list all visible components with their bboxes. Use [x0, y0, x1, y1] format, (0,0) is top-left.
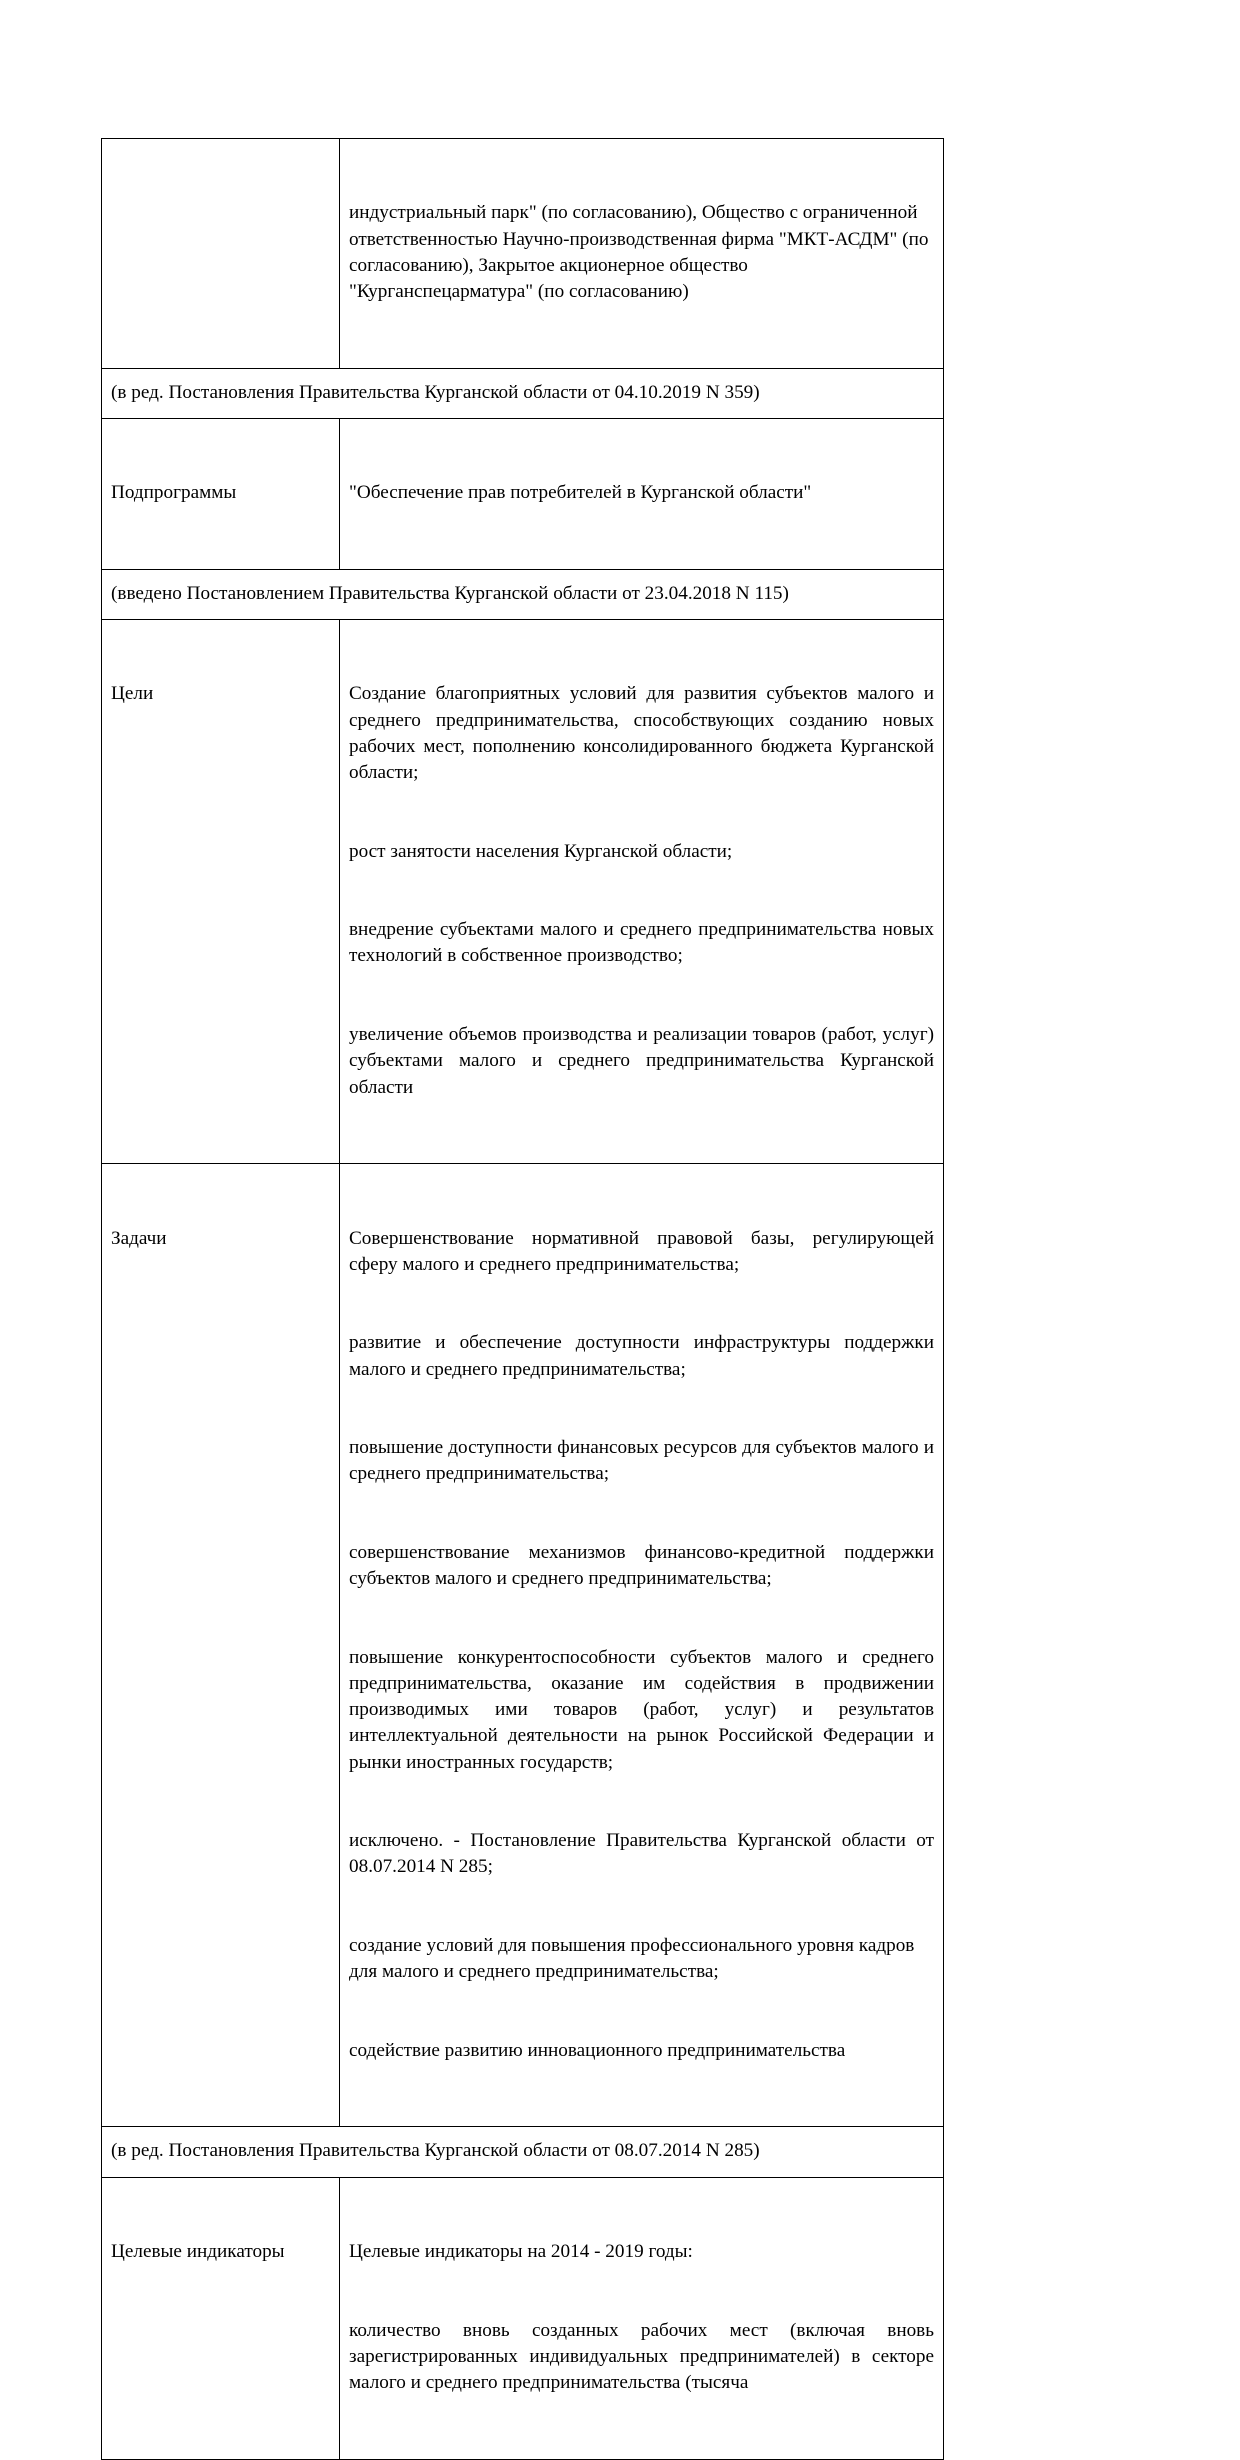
paragraph: увеличение объемов производства и реализации товаров (работ, услуг) субъектами малого и среднего предпринимательства Курганской области	[349, 1024, 939, 1098]
paragraph: количество вновь созданных рабочих мест (включая вновь зарегистрированных индивидуальных предпринимателей) в секторе малого и среднего предпринимательства (тысяча	[349, 2319, 939, 2394]
paragraph: индустриальный парк" (по согласованию), Общество с ограниченной ответственностью Научно-производственная фирма "МКТ-АСДМ" (по согласованию), Закрытое акционерное общество "Курганспецарматура" (по согласованию)	[349, 202, 934, 303]
row-label-text: Задачи	[111, 1227, 167, 1249]
row-label-text: Цели	[111, 683, 154, 705]
table-row	[102, 418, 944, 569]
row-label-cell	[102, 2177, 340, 2459]
table-row	[102, 2177, 944, 2459]
paragraph: исключено. - Постановление Правительства Курганской области от 08.07.2014 N 285;	[349, 1830, 939, 1878]
paragraph: совершенствование механизмов финансово-кредитной поддержки субъектов малого и среднего предпринимательства;	[349, 1541, 939, 1590]
table-body	[102, 139, 944, 2460]
row-value-cell	[340, 418, 944, 569]
row-label-cell	[102, 139, 340, 369]
paragraph: развитие и обеспечение доступности инфраструктуры поддержки малого и среднего предпринимательства;	[349, 1332, 939, 1380]
row-value-cell	[340, 2177, 944, 2459]
row-label-text: Подпрограммы	[111, 482, 237, 504]
table-row-note	[102, 368, 944, 418]
paragraph: Целевые индикаторы на 2014 - 2019 годы:	[349, 2241, 693, 2263]
paragraph: создание условий для повышения профессионального уровня кадров для малого и среднего предпринимательства;	[349, 1935, 920, 1983]
row-value-cell	[340, 1164, 944, 2127]
paragraph: содействие развитию инновационного предпринимательства	[349, 2039, 846, 2061]
row-label-text: Целевые индикаторы	[111, 2241, 285, 2263]
paragraph: Совершенствование нормативной правовой базы, регулирующей сферу малого и среднего предпринимательства;	[349, 1227, 939, 1275]
paragraph: "Обеспечение прав потребителей в Курганской области"	[349, 482, 812, 504]
table-row-note	[102, 569, 944, 619]
paragraph: повышение конкурентоспособности субъектов малого и среднего предпринимательства, оказание им содействия в продвижении производимых ими товаров (работ, услуг) и результатов интеллектуальной деятельности на рынок Российской Федерации и рынки иностранных государств;	[349, 1646, 939, 1773]
row-value-cell	[340, 620, 944, 1164]
amendment-note: (введено Постановлением Правительства Курганской области от 23.04.2018 N 115)	[102, 569, 944, 619]
table-row	[102, 620, 944, 1164]
table-row	[102, 1164, 944, 2127]
row-value-cell	[340, 139, 944, 369]
row-label-cell	[102, 418, 340, 569]
row-label-cell	[102, 620, 340, 1164]
paragraph: рост занятости населения Курганской области;	[349, 840, 733, 862]
program-passport-table	[101, 138, 944, 2460]
row-label-cell	[102, 1164, 340, 2127]
table-row	[102, 139, 944, 369]
paragraph: внедрение субъектами малого и среднего предпринимательства новых технологий в собственное производство;	[349, 919, 939, 967]
amendment-note: (в ред. Постановления Правительства Курганской области от 08.07.2014 N 285)	[102, 2127, 944, 2177]
amendment-note: (в ред. Постановления Правительства Курганской области от 04.10.2019 N 359)	[102, 368, 944, 418]
table-row-note	[102, 2127, 944, 2177]
paragraph: Создание благоприятных условий для развития субъектов малого и среднего предпринимательства, способствующих созданию новых рабочих мест, пополнению консолидированного бюджета Курганской области;	[349, 683, 939, 784]
paragraph: повышение доступности финансовых ресурсов для субъектов малого и среднего предпринимательства;	[349, 1437, 939, 1485]
